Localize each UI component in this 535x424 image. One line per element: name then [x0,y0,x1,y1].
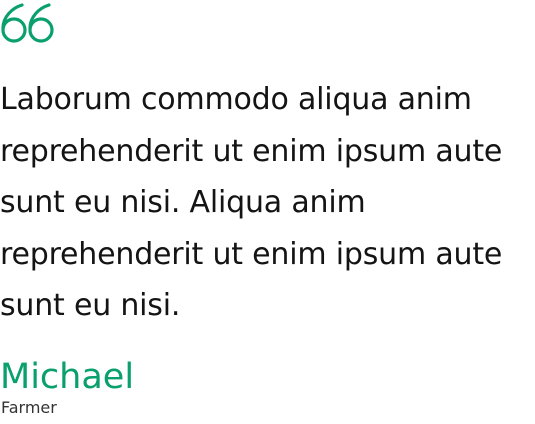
author-role: Farmer [1,398,57,417]
testimonial-quote: Laborum commodo aliqua anim reprehenderit ut enim ipsum aute sunt eu nisi. Aliqua anim reprehenderit ut enim ipsum aute sunt eu nisi. [0,82,503,323]
author-name: Michael [0,357,135,397]
quote-open-icon [0,0,60,44]
